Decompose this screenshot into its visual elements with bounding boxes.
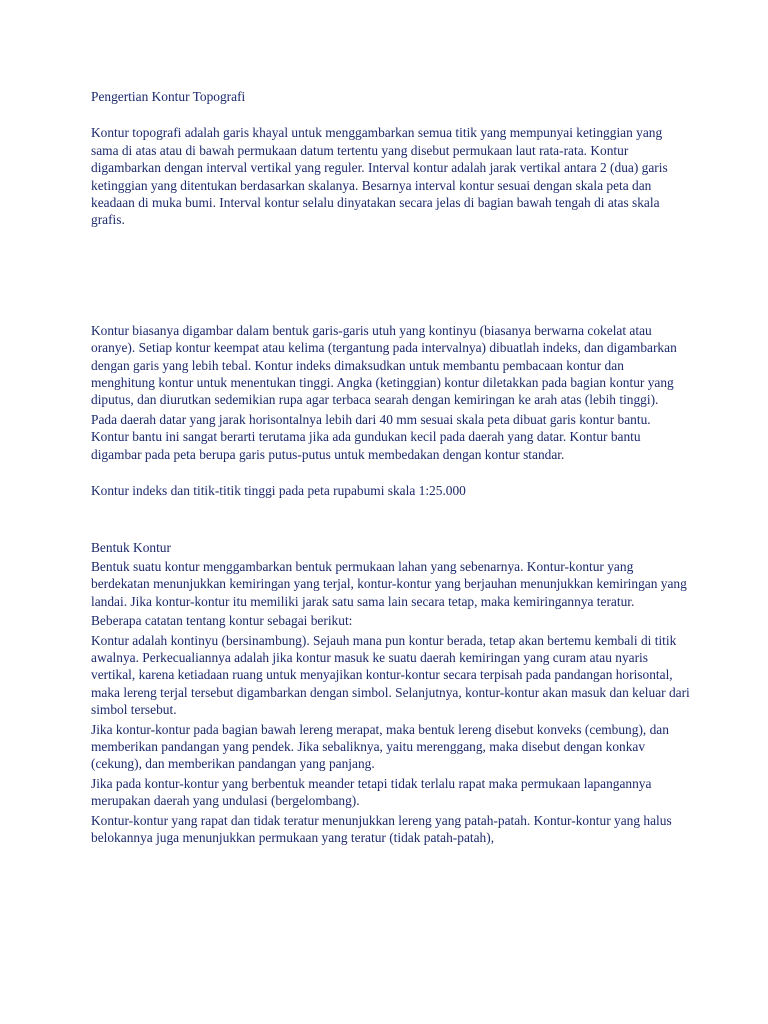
paragraph-undulation: Jika pada kontur-kontur yang berbentuk meander tetapi tidak terlalu rapat maka permukaan lapangannya merupakan daerah yang undulasi (bergelombang). (91, 775, 652, 809)
paragraph-definition: Kontur topografi adalah garis khayal untuk menggambarkan semua titik yang mempunyai ketinggian yang sama di atas atau di bawah permukaan datum tertentu yang disebut permukaan laut rata-rata. Kontur digambarkan dengan interval vertikal yang reguler. Interval kontur adalah jarak vertikal antara 2 (dua) garis ketinggian yang ditentukan berdasarkan skalanya. Besarnya interval kontur sesuai dengan skala peta dan keadaan di muka bumi. Interval kontur selalu dinyatakan secara jelas di bagian bawah tengah di atas skala grafis. (91, 125, 668, 228)
blank-space (91, 229, 691, 322)
document-title: Pengertian Kontur Topografi (91, 89, 246, 104)
section-heading-bentuk-kontur: Bentuk Kontur (91, 539, 171, 555)
document-body (91, 88, 691, 846)
paragraph-contour-drawing: Kontur biasanya digambar dalam bentuk garis-garis utuh yang kontinyu (biasanya berwarna cokelat atau oranye). Setiap kontur keempat atau kelima (tergantung pada intervalnya) dibuatlah indeks, dan digambarkan dengan garis yang lebih tebal. Kontur indeks dimaksudkan untuk membantu pembacaan kontur dan menghitung kontur untuk menentukan tinggi. Angka (ketinggian) kontur diletakkan pada bagian kontur yang diputus, dan diurutkan sedemikian rupa agar terbaca searah dengan kemiringan ke arah atas (lebih tinggi). (91, 322, 677, 408)
paragraph-notes-intro: Beberapa catatan tentang kontur sebagai berikut: (91, 613, 353, 629)
paragraph-convex-concave: Jika kontur-kontur pada bagian bawah lereng merapat, maka bentuk lereng disebut konveks (cembung), dan memberikan pandangan yang pendek. Jika sebaliknya, yaitu merenggang, maka disebut dengan konkav (cekung), dan memberikan pandangan yang panjang. (91, 721, 669, 772)
paragraph-contour-shape: Bentuk suatu kontur menggambarkan bentuk permukaan lahan yang sebenarnya. Kontur-kontur yang berdekatan menunjukkan kemiringan yang terjal, kontur-kontur yang berjauhan menunjukkan kemiringan yang landai. Jika kontur-kontur itu memiliki jarak satu sama lain secara tetap, maka kemiringannya teratur. (91, 558, 687, 609)
figure-caption: Kontur indeks dan titik-titik tinggi pada peta rupabumi skala 1:25.000 (91, 483, 466, 499)
paragraph-auxiliary-contour: Pada daerah datar yang jarak horisontalnya lebih dari 40 mm sesuai skala peta dibuat garis kontur bantu. Kontur bantu ini sangat berarti terutama jika ada gundukan kecil pada daerah yang datar. Kontur bantu digambar pada peta berupa garis putus-putus untuk membedakan dengan kontur standar. (91, 411, 651, 462)
paragraph-irregular: Kontur-kontur yang rapat dan tidak teratur menunjukkan lereng yang patah-patah. Kontur-kontur yang halus belokannya juga menunjukkan permukaan yang teratur (tidak patah-patah), (91, 812, 672, 845)
paragraph-continuous: Kontur adalah kontinyu (bersinambung). Sejauh mana pun kontur berada, tetap akan bertemu kembali di titik awalnya. Perkecualiannya adalah jika kontur masuk ke suatu daerah kemiringan yang curam atau nyaris vertikal, karena ketiadaan ruang untuk menyajikan kontur-kontur secara terpisah pada pandangan horisontal, maka lereng terjal tersebut digambarkan dengan simbol. Selanjutnya, kontur-kontur akan masuk dan keluar dari simbol tersebut. (91, 632, 690, 718)
